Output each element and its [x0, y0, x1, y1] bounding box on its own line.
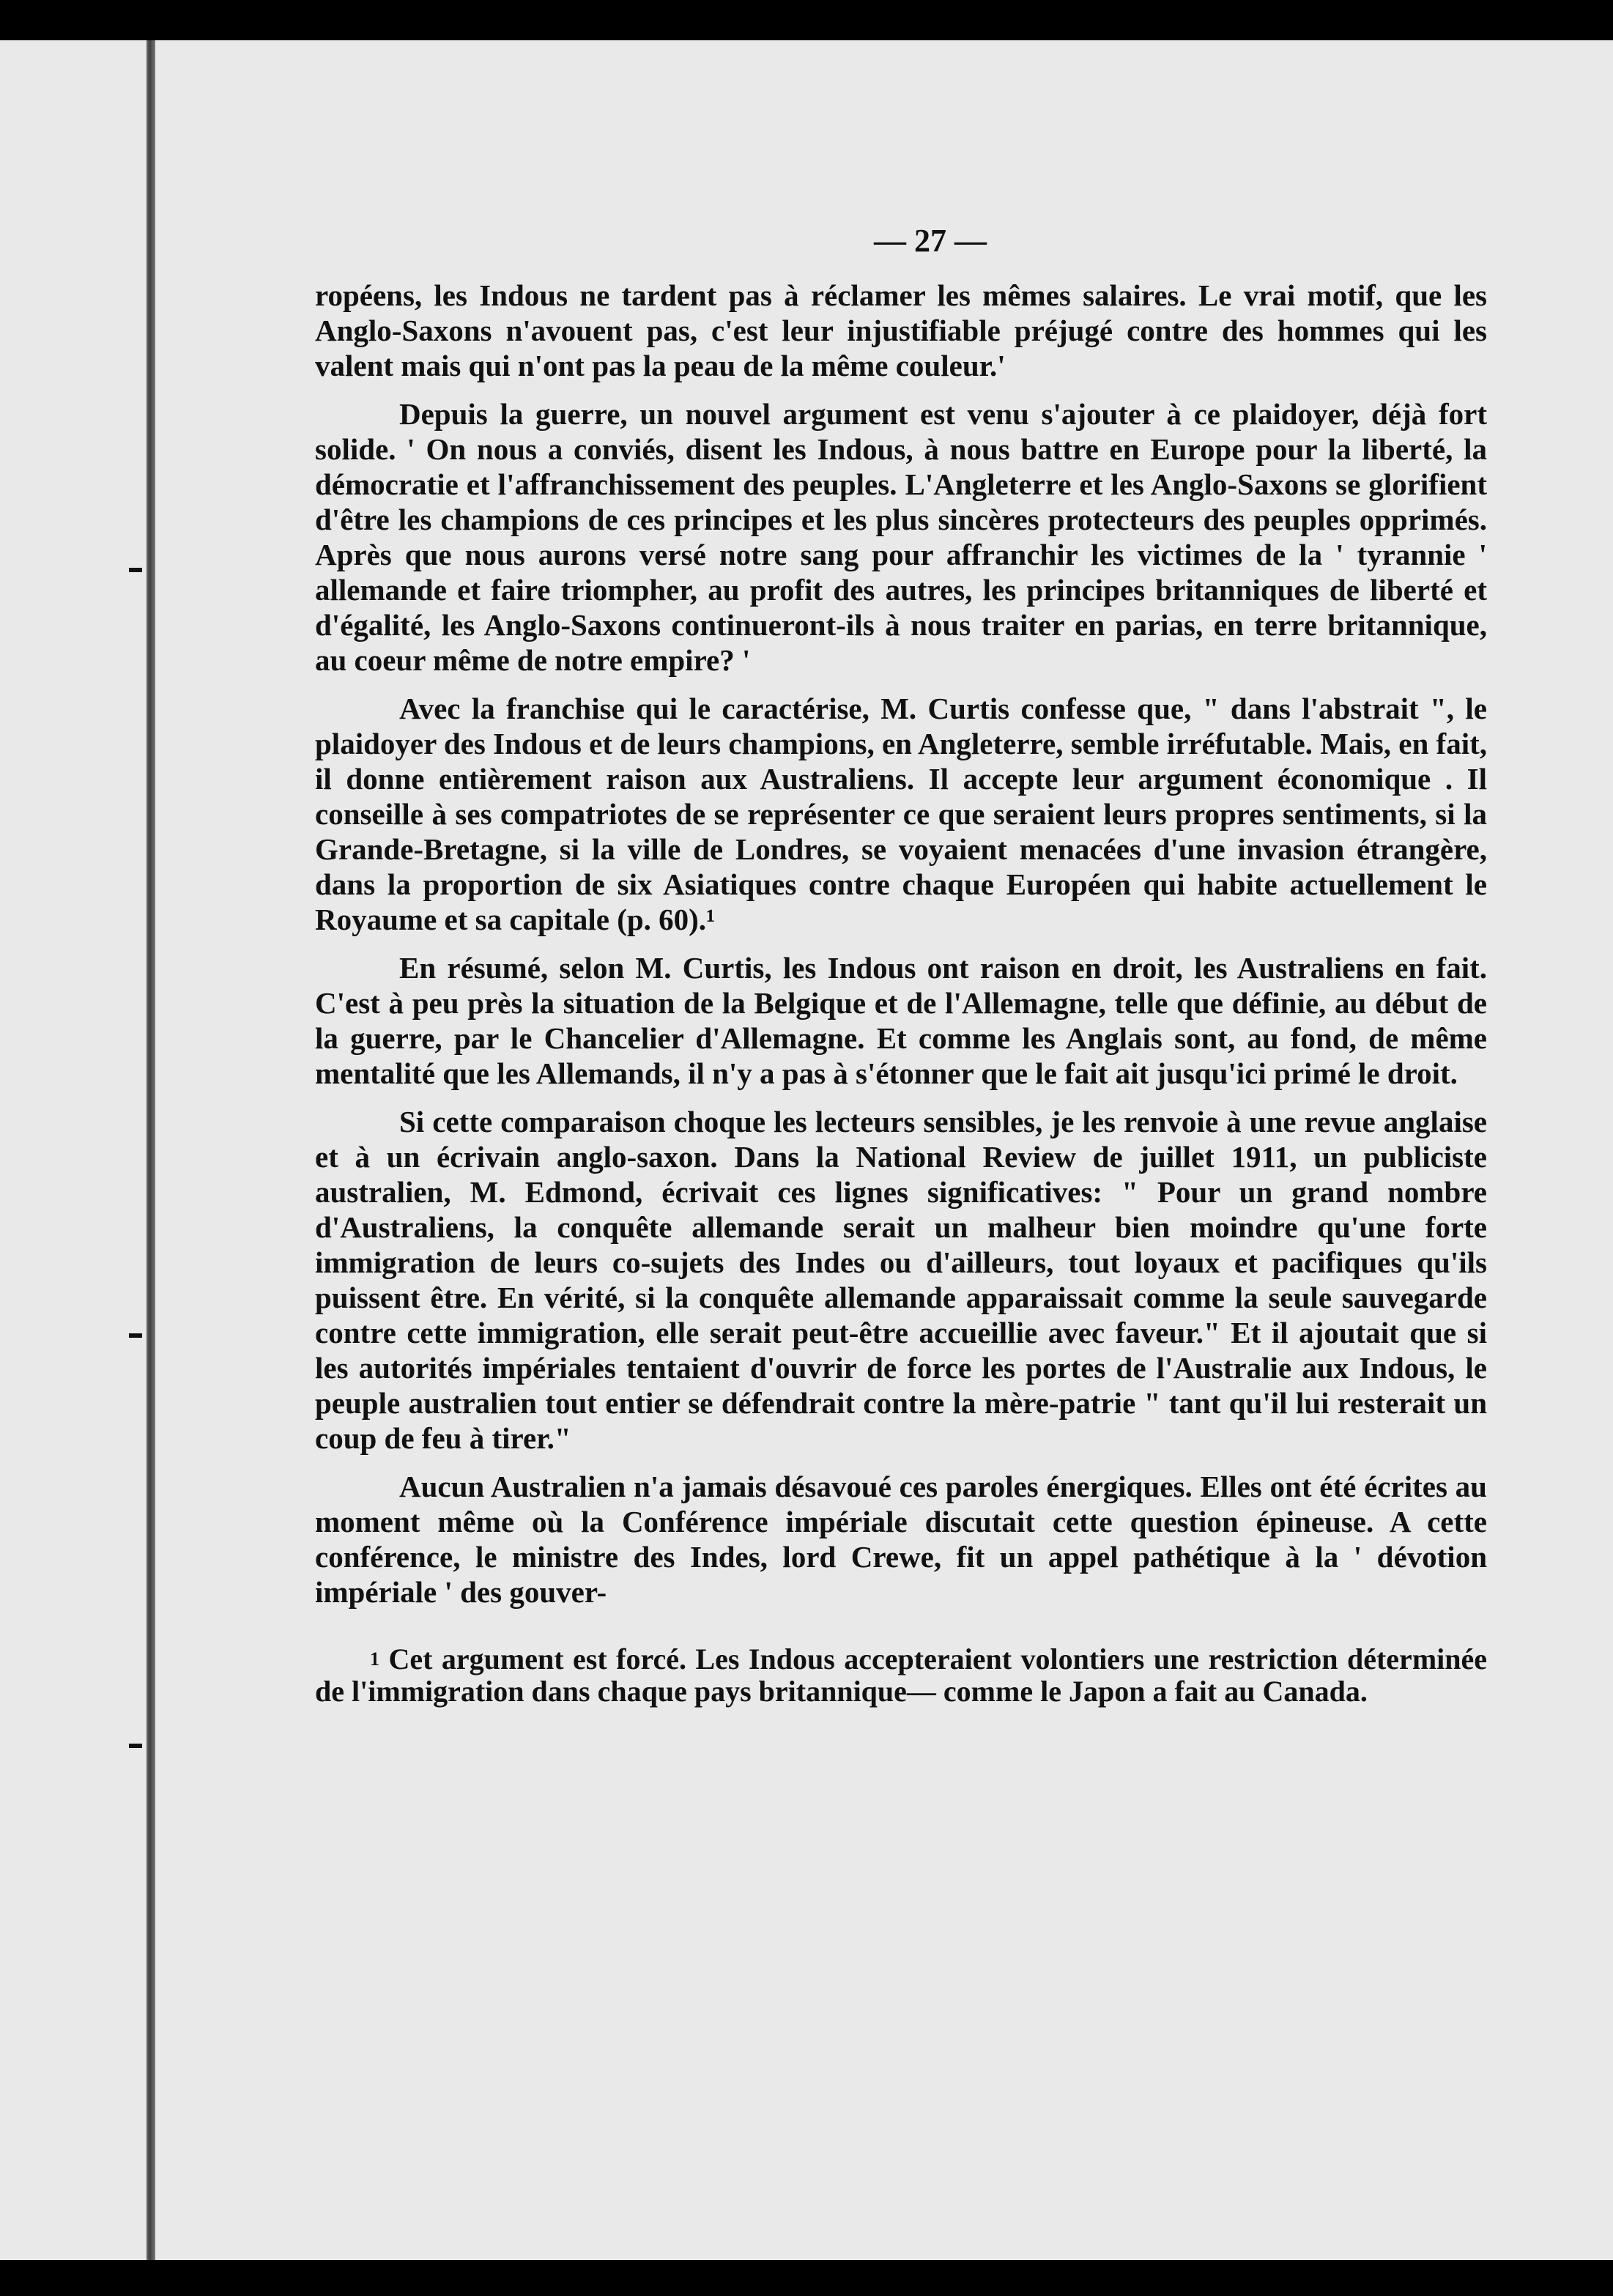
page-number: — 27 —	[874, 223, 987, 259]
paragraph: En résumé, selon M. Curtis, les Indous ont raison en droit, les Australiens en fait. C'est à peu près la situation de la Belgique et de l'Allemagne, telle que définie, au début de la guerre, par le Chancelier d'Allemagne. Et comme les Anglais sont, au fond, de même mentalité que les Allemands, il n'y a pas à s'étonner que le fait ait jusqu'ici primé le droit.	[315, 951, 1487, 1090]
book-spine-edge	[147, 40, 155, 2260]
paragraph: Avec la franchise qui le caractérise, M. Curtis confesse que, " dans l'abstrait ", le plaidoyer des Indous et de leurs champions, en Angleterre, semble irréfutable. Mais, en fait, il donne entièrement raison aux Australiens. Il accepte leur argument économique . Il conseille à ses compatriotes de se représenter ce que seraient leurs propres sentiments, si la Grande-Bretagne, si la ville de Londres, se voyaient menacées d'une invasion étrangère, dans la proportion de six Asiatiques contre chaque Européen qui habite actuellement le Royaume et sa capitale (p. 60).¹	[315, 692, 1487, 936]
paragraph: Depuis la guerre, un nouvel argument est venu s'ajouter à ce plaidoyer, déjà fort solide. ' On nous a conviés, disent les Indous, à nous battre en Europe pour la liberté, la démocratie et l'affranchissement des peuples. L'Angleterre et les Anglo-Saxons se glorifient d'être les champions de ces principes et les plus sincères protecteurs des peuples opprimés. Après que nous aurons versé notre sang pour affranchir les victimes de la ' tyrannie ' allemande et faire triompher, au profit des autres, les principes britanniques de liberté et d'égalité, les Anglo-Saxons continueront-ils à nous traiter en parias, en terre britannique, au coeur même de notre empire? '	[315, 397, 1487, 677]
footnote	[315, 1643, 1487, 1708]
scanned-page	[0, 40, 1613, 2260]
margin-mark	[129, 1744, 142, 1748]
paragraph: Si cette comparaison choque les lecteurs sensibles, je les renvoie à une revue anglaise et à un écrivain anglo-saxon. Dans la National Review de juillet 1911, un publiciste australien, M. Edmond, écrivait ces lignes significatives: " Pour un grand nombre d'Australiens, la conquête allemande serait un malheur bien moindre qu'une forte immigration de leurs co-sujets des Indes ou d'ailleurs, tout loyaux et pacifiques qu'ils puissent être. En vérité, si la conquête allemande apparaissait comme la seule sauvegarde contre cette immigration, elle serait peut-être accueillie avec faveur." Et il ajoutait que si les autorités impériales tentaient d'ouvrir de force les portes de l'Australie aux Indous, le peuple australien tout entier se défendrait contre la mère-patrie " tant qu'il lui resterait un coup de feu à tirer."	[315, 1105, 1487, 1455]
margin-mark	[129, 568, 142, 572]
margin-mark	[129, 1333, 142, 1338]
footnote-marker: 1	[370, 1648, 379, 1670]
page-text-body	[315, 223, 1487, 1737]
paragraph: ropéens, les Indous ne tardent pas à réclamer les mêmes salaires. Le vrai motif, que les Anglo-Saxons n'avouent pas, c'est leur injustifiable préjugé contre des hommes qui les valent mais qui n'ont pas la peau de la même couleur.'	[315, 278, 1487, 382]
paragraph: Aucun Australien n'a jamais désavoué ces paroles énergiques. Elles ont été écrites au moment même où la Conférence impériale discutait cette question épineuse. A cette conférence, le ministre des Indes, lord Crewe, fit un appel pathétique à la ' dévotion impériale ' des gouver-	[315, 1470, 1487, 1609]
footnote-text: Cet argument est forcé. Les Indous accepteraient volontiers une restriction déterminée de l'immigration dans chaque pays britannique— comme le Japon a fait au Canada.	[315, 1643, 1487, 1708]
